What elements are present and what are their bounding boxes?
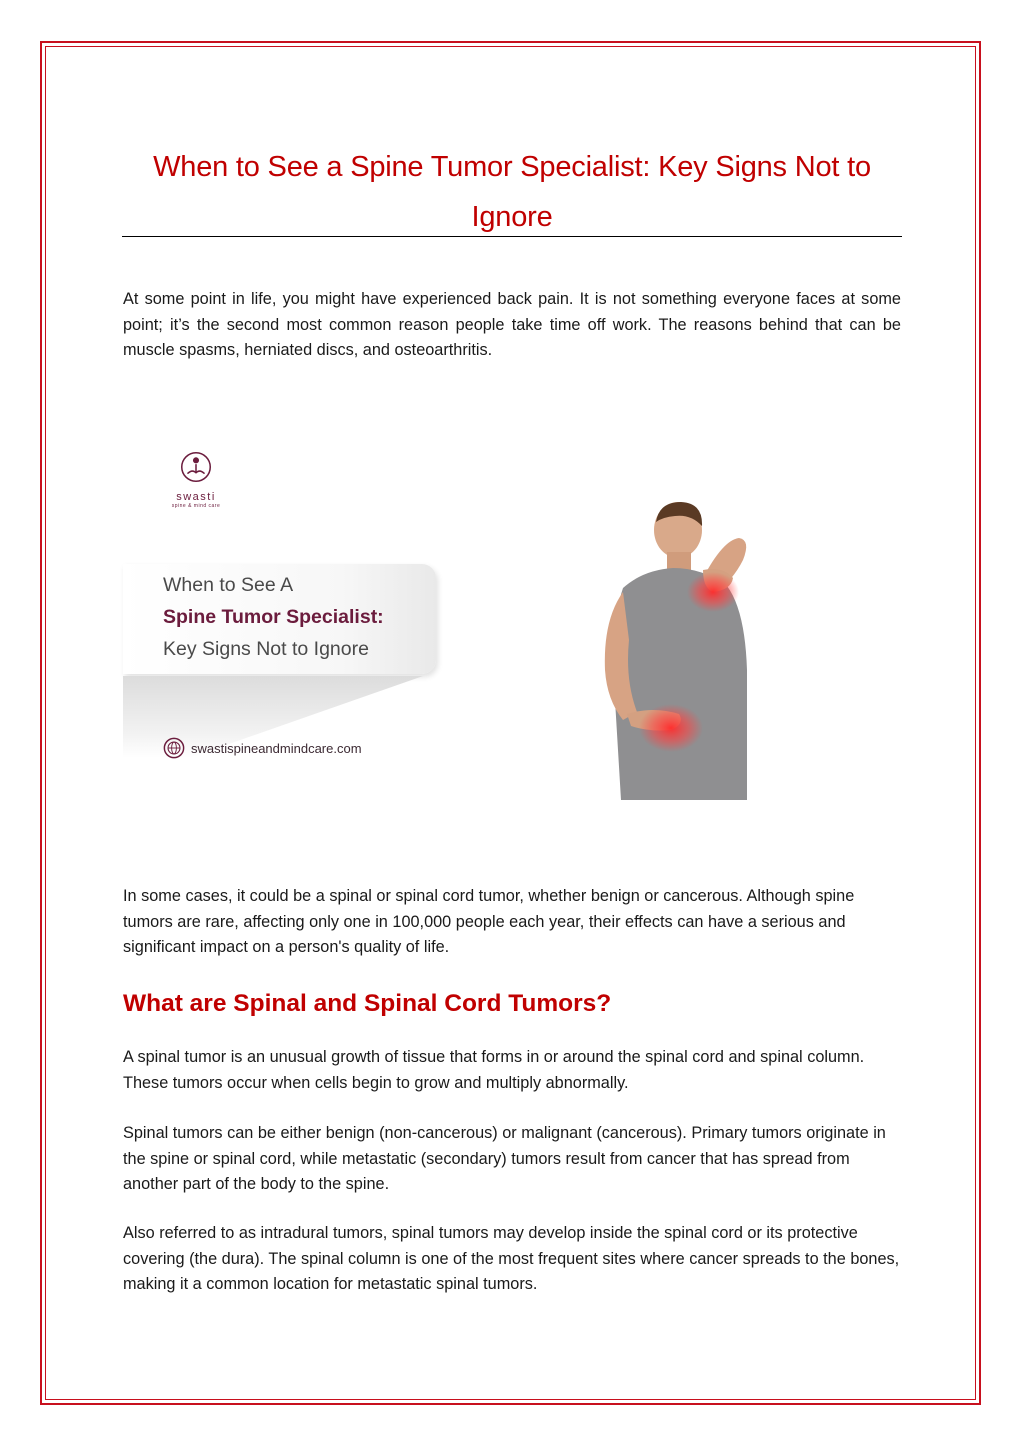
website-url: swastispineandmindcare.com xyxy=(191,740,362,756)
article-banner-image xyxy=(123,440,783,810)
banner-title-card xyxy=(123,564,436,674)
types-paragraph: Spinal tumors can be either benign (non-cancerous) or malignant (cancerous). Primary tumors originate in the spine or spinal cord, while metastatic (secondary) tumors result from cancer that has spread from another part of the body to the spine. xyxy=(123,1124,886,1193)
back-pain-man-photo xyxy=(563,500,783,800)
card-line-3: Key Signs Not to Ignore xyxy=(163,638,369,660)
logo-wordmark: swasti xyxy=(176,491,216,503)
logo-tagline: spine & mind care xyxy=(171,503,221,509)
intro-paragraph: At some point in life, you might have experienced back pain. It is not something everyone faces at some point; it’s the second most common reason people take time off work. The reasons behind that can be muscle spasms, herniated discs, and osteoarthritis. xyxy=(123,290,901,359)
card-line-1: When to See A xyxy=(163,574,294,596)
intradural-paragraph: Also referred to as intradural tumors, spinal tumors may develop inside the spinal cord or its protective covering (the dura). The spinal column is one of the most frequent sites where cancer spreads to the bones, making it a common location for metastatic spinal tumors. xyxy=(123,1224,900,1293)
banner-website xyxy=(163,737,362,759)
section-heading-tumors: What are Spinal and Spinal Cord Tumors? xyxy=(123,990,612,1017)
swasti-logo xyxy=(151,448,241,509)
cases-paragraph: In some cases, it could be a spinal or spinal cord tumor, whether benign or cancerous. Although spine tumors are rare, affecting only one in 100,000 people each year, their effects can have a serious and significant impact on a person's quality of life. xyxy=(123,887,855,956)
globe-icon xyxy=(163,737,185,759)
card-line-2: Spine Tumor Specialist: xyxy=(163,606,384,628)
title-underline xyxy=(122,236,902,237)
definition-paragraph: A spinal tumor is an unusual growth of tissue that forms in or around the spinal cord and spinal column. These tumors occur when cells begin to grow and multiply abnormally. xyxy=(123,1048,865,1092)
document-title: When to See a Spine Tumor Specialist: Key Signs Not to Ignore xyxy=(153,151,871,233)
meditation-logo-icon xyxy=(177,448,215,486)
